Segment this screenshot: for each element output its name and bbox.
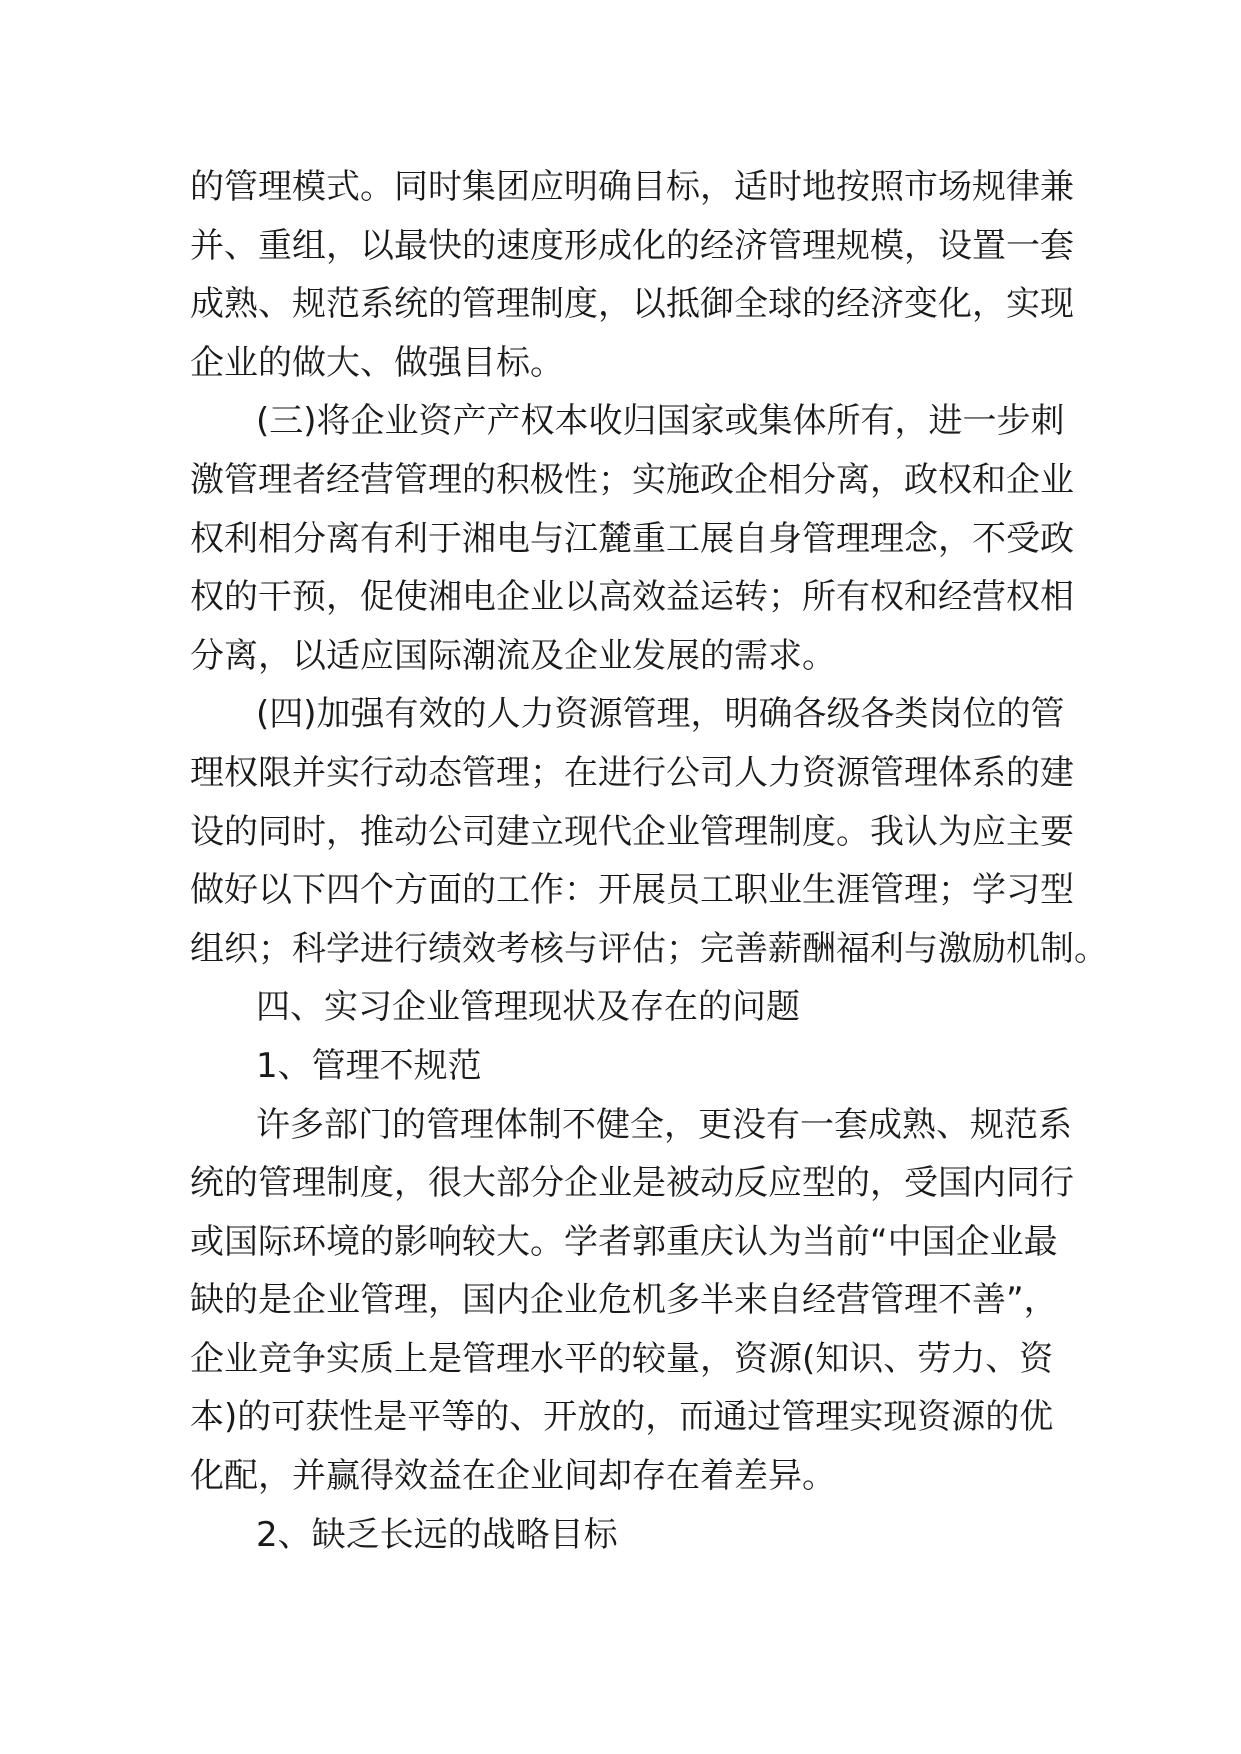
section-heading: 四、实习企业管理现状及存在的问题 bbox=[256, 987, 800, 1028]
subsection-heading: 2、缺乏长远的战略目标 bbox=[256, 1514, 618, 1555]
text-line: 统的管理制度，很大部分企业是被动反应型的，受国内同行 bbox=[190, 1163, 1074, 1204]
text-line: 分离，以适应国际潮流及企业发展的需求。 bbox=[190, 635, 836, 676]
text-line: 缺的是企业管理，国内企业危机多半来自经营管理不善”， bbox=[190, 1280, 1058, 1321]
text-line: 权利相分离有利于湘电与江麓重工展自身管理理念，不受政 bbox=[190, 518, 1074, 559]
subsection-heading: 1、管理不规范 bbox=[256, 1045, 482, 1086]
paragraph-start-line: (三)将企业资产产权本收归国家或集体所有，进一步刺 bbox=[256, 401, 1065, 442]
text-line: 做好以下四个方面的工作：开展员工职业生涯管理；学习型 bbox=[190, 870, 1074, 911]
text-line: 组织；科学进行绩效考核与评估；完善薪酬福利与激励机制。 bbox=[190, 928, 1108, 969]
paragraph-start-line: (四)加强有效的人力资源管理，明确各级各类岗位的管 bbox=[256, 694, 1065, 735]
text-line: 激管理者经营管理的积极性；实施政企相分离，政权和企业 bbox=[190, 459, 1074, 500]
text-line: 设的同时，推动公司建立现代企业管理制度。我认为应主要 bbox=[190, 811, 1074, 852]
text-line: 企业的做大、做强目标。 bbox=[190, 342, 564, 383]
text-line: 企业竞争实质上是管理水平的较量，资源(知识、劳力、资 bbox=[190, 1338, 1054, 1379]
text-line: 并、重组，以最快的速度形成化的经济管理规模，设置一套 bbox=[190, 225, 1074, 266]
text-line: 本)的可获性是平等的、开放的，而通过管理实现资源的优 bbox=[190, 1397, 1054, 1438]
document-page bbox=[190, 158, 1108, 1564]
text-line: 理权限并实行动态管理；在进行公司人力资源管理体系的建 bbox=[190, 752, 1074, 793]
paragraph-start-line: 许多部门的管理体制不健全，更没有一套成熟、规范系 bbox=[256, 1104, 1072, 1145]
text-line: 成熟、规范系统的管理制度，以抵御全球的经济变化，实现 bbox=[190, 284, 1074, 325]
text-line: 权的干预，促使湘电企业以高效益运转；所有权和经营权相 bbox=[190, 577, 1074, 618]
text-line: 或国际环境的影响较大。学者郭重庆认为当前“中国企业最 bbox=[190, 1221, 1058, 1262]
text-line: 的管理模式。同时集团应明确目标，适时地按照市场规律兼 bbox=[190, 167, 1074, 207]
text-line: 化配，并赢得效益在企业间却存在着差异。 bbox=[190, 1456, 836, 1497]
